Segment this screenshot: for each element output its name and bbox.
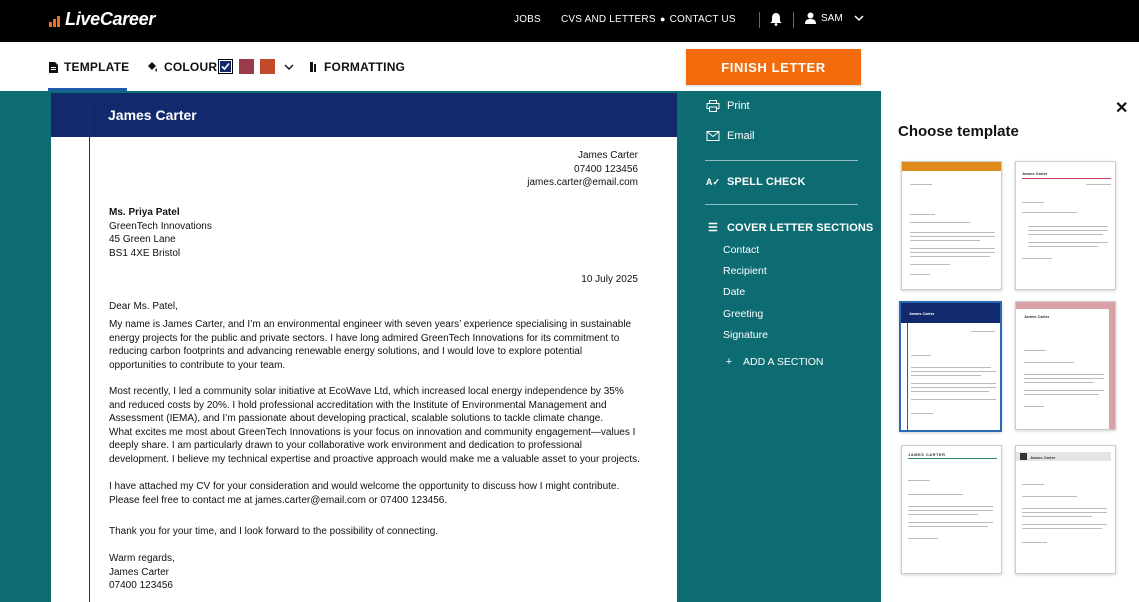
nav-contact-link[interactable] [660,14,736,25]
spell-check-label: SPELL CHECK [727,176,806,188]
chat-icon: ● [660,14,666,24]
add-section-button[interactable] [721,356,824,368]
recipient-line: GreenTech Innovations [109,220,212,232]
thumbnail-name: James Carter [1030,455,1056,460]
thumbnail-accent [1016,302,1116,309]
thumbnail-name: JAMES CARTER [908,452,946,457]
letter-name-heading: James Carter [108,107,197,123]
paragraph-line: My name is James Carter, and I’m an environmental engineer with seven years’ experience specialising in sustainable [109,319,632,330]
print-label: Print [727,100,750,112]
add-section-label: ADD A SECTION [743,356,824,368]
check-icon [219,60,232,73]
template-tab[interactable] [49,60,129,74]
thumbnail-name: James Carter [1024,314,1050,319]
active-tab-indicator [48,88,127,91]
signoff-line: Warm regards, [109,553,175,564]
nav-divider [759,12,760,28]
colour-control[interactable] [147,60,217,74]
template-panel [881,91,1139,602]
section-link-recipient[interactable]: Recipient [723,265,767,277]
spell-check-icon: A✓ [705,176,721,187]
colour-swatch-navy[interactable] [218,59,233,74]
bell-icon[interactable] [770,12,782,26]
letter-greeting[interactable]: Dear Ms. Patel, [109,301,178,312]
paint-bucket-icon [147,62,158,73]
sender-line: james.carter@email.com [527,177,638,188]
editor-toolbar [0,42,1139,91]
paragraph-line: Assessment (IEMA), and I’m passionate about developing practical, scalable solutions to tackle climate change. [109,413,604,424]
section-link-contact[interactable]: Contact [723,244,760,256]
envelope-icon [705,131,721,141]
paragraph-line: development. I believe my technical expertise and proactive approach would make me a valuable asset to your projects. [109,453,640,465]
recipient-block[interactable] [109,206,212,260]
logo-mark-icon [48,13,62,27]
paragraph-line: reducing carbon footprints and advancing renewable energy solutions, and I would love to explore potential [109,346,583,357]
thumbnail-accent [1020,453,1027,460]
thumbnail-name: James Carter [1022,171,1048,176]
sections-title: COVER LETTER SECTIONS [727,221,874,234]
email-button[interactable] [705,130,755,142]
paragraph-line: I have attached my CV for your consideration and would welcome the opportunity to discuss how I might contribute. [109,481,620,492]
sender-line: James Carter [577,150,638,161]
signature-block[interactable] [109,552,175,593]
recipient-line: BS1 4XE Bristol [109,247,181,259]
letter-margin-line [89,107,90,602]
paragraph-line: Please feel free to contact me at james.carter@email.com or 07400 123456. [109,494,448,506]
colour-swatch-burgundy[interactable] [239,59,254,74]
letter-header-band [51,93,677,137]
letter-paragraph[interactable] [109,318,631,372]
signoff-line: 07400 123456 [109,580,173,591]
formatting-icon [310,62,318,72]
nav-divider [793,12,794,28]
user-menu[interactable] [805,12,864,24]
menu-divider [705,160,858,161]
section-link-date[interactable]: Date [723,286,746,298]
cover-letter-sections-header [705,221,873,234]
template-thumbnail[interactable] [1015,161,1116,290]
list-icon: ☰ [708,222,718,234]
colour-label: COLOUR [164,60,218,74]
thumbnail-name: James Carter [909,311,935,316]
section-link-signature[interactable]: Signature [723,329,768,341]
brand-logo[interactable] [48,9,155,30]
paragraph-line: energy projects for the public and private sectors. I have long admired GreenTech Innovations for its commitment to [109,332,620,344]
spell-check-button[interactable] [705,176,806,188]
recipient-line: 45 Green Lane [109,234,176,245]
paragraph-line: deeply share. I am particularly drawn to your collaborative work environment and dedication to professional [109,440,583,451]
formatting-label: FORMATTING [324,60,406,74]
template-panel-title: Choose template [898,123,1019,140]
nav-jobs-link[interactable]: JOBS [514,14,541,25]
recipient-name: Ms. Priya Patel [109,207,180,218]
template-thumbnail[interactable] [901,161,1002,290]
nav-cvs-link[interactable]: CVS AND LETTERS [561,14,656,25]
thumbnail-accent [1022,178,1111,179]
user-name: SAM [821,12,843,24]
plus-icon: + [725,356,733,368]
section-link-greeting[interactable]: Greeting [723,308,764,320]
colour-swatch-rust[interactable] [260,59,275,74]
formatting-control[interactable] [310,60,405,74]
brand-name: LiveCareer [65,9,156,29]
email-label: Email [727,130,755,142]
sender-line: 07400 123456 [574,163,638,175]
template-tab-label: TEMPLATE [64,60,130,74]
printer-icon [705,100,721,112]
paragraph-line: Most recently, I led a community solar initiative at EcoWave Ltd, which increased local energy independence by 35% [109,386,624,397]
template-thumbnail[interactable] [1015,445,1116,574]
letter-paragraph[interactable] [109,480,619,507]
template-thumbnail[interactable] [901,445,1002,574]
close-icon[interactable]: ✕ [1115,100,1129,117]
paragraph-line: What excites me most about GreenTech Innovations is your focus on innovation and community engagement—values I [109,426,636,438]
print-button[interactable] [705,100,750,112]
document-icon [49,62,58,73]
user-icon [805,12,816,24]
paragraph-line: and reduced costs by 20%. I hold professional accreditation with the Institute of Environmental Management and [109,399,607,411]
top-navigation [0,0,1139,42]
side-menu [677,91,881,602]
letter-document[interactable] [51,93,677,602]
thumbnail-accent [908,458,997,459]
template-thumbnail[interactable] [1015,301,1116,430]
finish-letter-button[interactable]: FINISH LETTER [686,49,861,85]
paragraph-line: opportunities to contribute to your team. [109,359,286,371]
signoff-line: James Carter [109,566,170,578]
letter-date[interactable]: 10 July 2025 [581,274,638,285]
chevron-down-icon [854,15,864,22]
menu-divider [705,204,858,205]
chevron-down-icon[interactable] [284,64,294,71]
nav-contact-label: CONTACT US [669,14,736,25]
template-thumbnail-selected[interactable] [899,301,1002,432]
sender-block[interactable] [351,149,638,190]
thumbnail-accent [902,162,1002,171]
letter-paragraph[interactable] [109,385,640,466]
letter-closing-paragraph[interactable]: Thank you for your time, and I look forward to the possibility of connecting. [109,526,439,537]
